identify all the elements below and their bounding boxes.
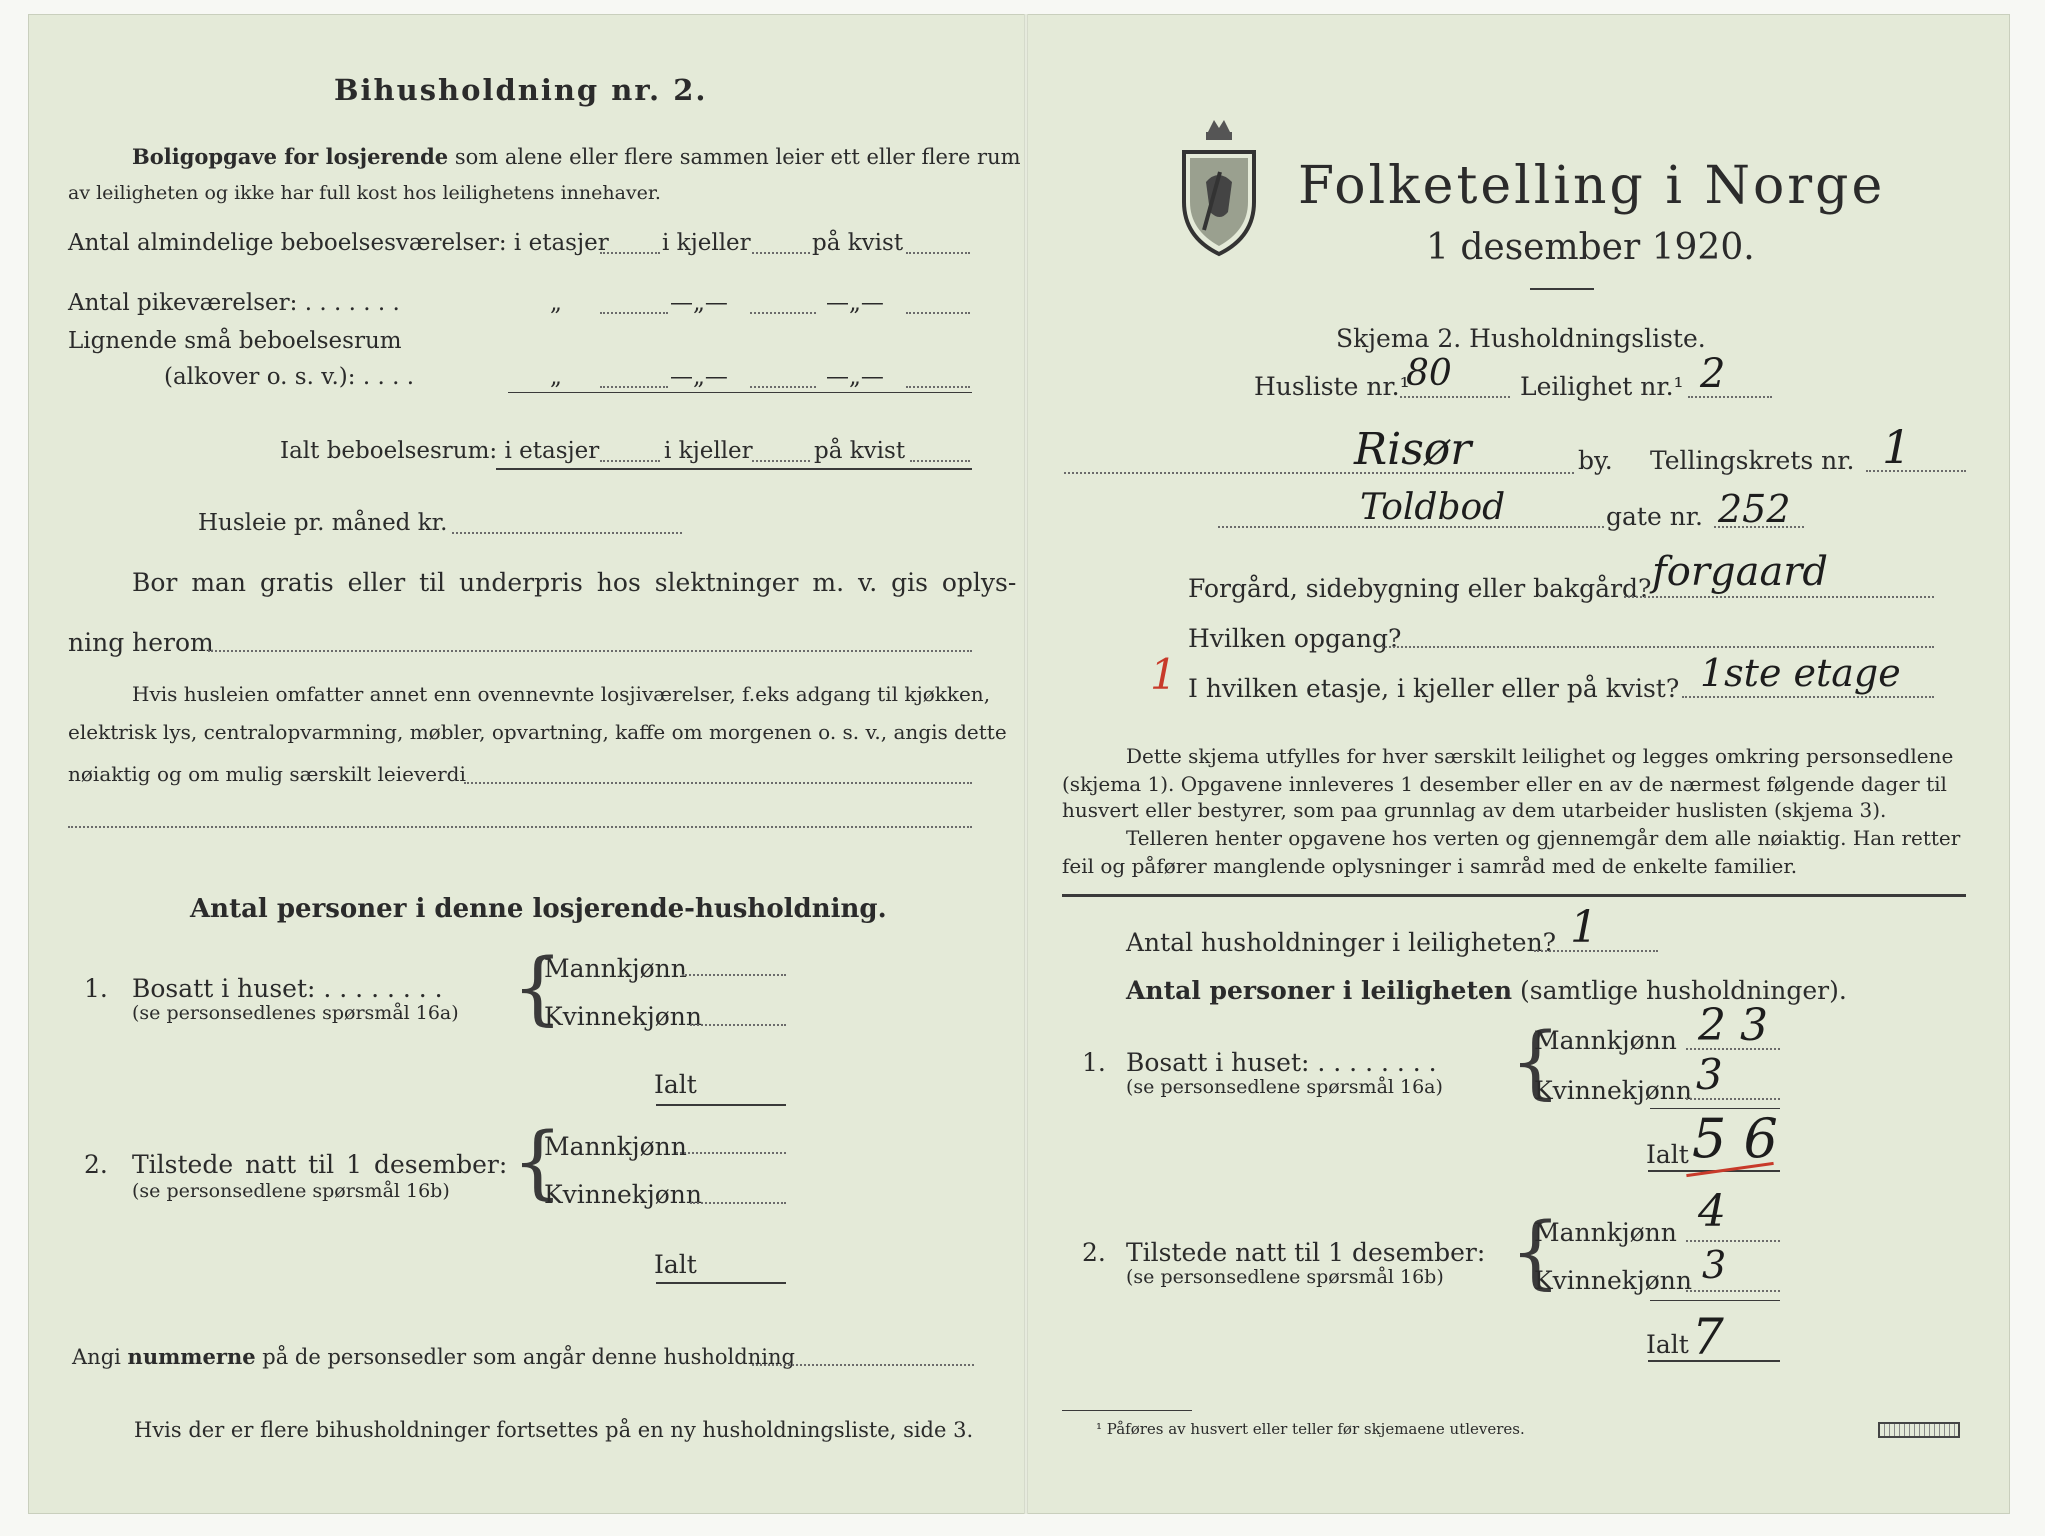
angi-field[interactable] [752,1364,974,1366]
husliste-label: Husliste nr.¹ [1254,372,1410,401]
info-line4: Telleren henter opgavene hos verten og gjennemgår dem alle nøiaktig. Han retter [1126,826,1961,850]
info-line2: (skjema 1). Opgavene innleveres 1 desember eller en av de nærmest følgende dager til [1062,772,1947,796]
row3-kjeller-field[interactable] [750,386,816,388]
row2-ditto: „ [550,290,562,316]
ialt-kvist-field[interactable] [910,460,970,462]
right-q2-kvinne: Kvinnekjønn [1534,1266,1692,1295]
left-antal-heading: Antal personer i denne losjerende-husholdning. [190,894,887,924]
right-q2-ialt-value: 7 [1692,1308,1724,1366]
leilighet-label: Leilighet nr.¹ [1520,372,1684,401]
row1-label: Antal almindelige beboelsesværelser: i etasjer [68,230,609,256]
right-q1-ialt-value: 5 6 [1692,1107,1778,1170]
husliste-field[interactable] [1400,396,1510,398]
info-line1: Dette skjema utfylles for hver særskilt leilighet og legges omkring personsedlene [1126,744,1954,768]
row1-kvist-label: på kvist [812,230,904,256]
title-rule [1530,288,1594,290]
row3-etasjer-field[interactable] [600,386,668,388]
right-q2-mann-field[interactable] [1686,1240,1780,1242]
intro-bold: Boligopgave for losjerende [132,144,449,169]
row3-ditto3: —„— [826,364,884,390]
etasje-field[interactable] [1682,696,1934,698]
hvis-line2: elektrisk lys, centralopvarmning, møbler, opvartning, kaffe om morgenen o. s. v., angis dette [68,720,1007,744]
left-q1-num: 1. [84,974,108,1003]
row1-kvist-field[interactable] [906,252,970,254]
row2-label: Antal pikeværelser: . . . . . . . [68,290,400,316]
left-q1-kvinne: Kvinnekjønn [544,1002,702,1031]
norway-coat-of-arms-icon [1176,112,1262,262]
gate-label: gate nr. [1606,502,1703,531]
krets-label: Tellingskrets nr. [1650,446,1855,475]
hush-value: 1 [1570,902,1598,953]
husliste-value: 80 [1406,353,1452,394]
left-q2-mann: Mannkjønn [544,1132,687,1161]
hvis-field-2[interactable] [68,826,972,828]
left-q1-ialt: Ialt [654,1070,697,1099]
husleie-field[interactable] [452,532,682,534]
left-q2-kvinne: Kvinnekjønn [544,1180,702,1209]
row3-kvist-field[interactable] [906,386,970,388]
left-q1-ialt-field[interactable] [656,1104,786,1106]
right-q1-sub: (se personsedlene spørsmål 16a) [1126,1076,1443,1098]
angi-pre: Angi [72,1345,121,1369]
left-q1-mann-field[interactable] [682,974,786,976]
ialt-rule [496,468,972,470]
left-q1-kvinne-field[interactable] [690,1024,786,1026]
right-q2-label: Tilstede natt til 1 desember: [1126,1238,1486,1267]
right-q1-kvinne: Kvinnekjønn [1534,1076,1692,1105]
right-title: Folketelling i Norge [1298,156,1886,216]
hvis-field[interactable] [464,782,972,784]
hvis-line1: Hvis husleien omfatter annet enn ovennevnte losjiværelser, f.eks adgang til kjøkken, [132,682,991,706]
bor-line1: Bor man gratis eller til underpris hos slektninger m. v. gis oplys- [132,568,1017,597]
krets-field[interactable] [1866,470,1966,472]
row1-etasjer-field[interactable] [600,252,660,254]
krets-value: 1 [1882,420,1912,474]
row2-kvist-field[interactable] [906,312,970,314]
hush-label: Antal husholdninger i leiligheten? [1126,928,1557,957]
row3-rule [508,392,972,393]
right-antal-heading-rest: (samtlige husholdninger). [1520,976,1847,1005]
row3-sub: (alkover o. s. v.): . . . . [164,364,415,390]
right-q2-brace: { [1510,1205,1561,1298]
left-q2-brace: { [512,1115,563,1208]
row1-kjeller-label: i kjeller [662,230,751,256]
left-q2-label: Tilstede natt til 1 desember: [132,1150,508,1179]
row2-ditto3: —„— [826,290,884,316]
info-line5: feil og påfører manglende oplysninger i samråd med de enkelte familier. [1062,854,1798,878]
left-q1-sub: (se personsedlenes spørsmål 16a) [132,1002,459,1024]
right-q1-mann-value: 2 3 [1698,1000,1768,1051]
right-date: 1 desember 1920. [1426,227,1755,268]
row2-kjeller-field[interactable] [750,312,816,314]
etasje-value: 1ste etage [1700,651,1901,695]
right-q2-kvinne-field[interactable] [1686,1290,1780,1292]
row2-etasjer-field[interactable] [600,312,668,314]
hvis-line3: nøiaktig og om mulig særskilt leieverdi [68,762,466,786]
by-label: by. [1578,446,1613,475]
left-q1-label: Bosatt i huset: . . . . . . . . [132,974,443,1003]
forgard-label: Forgård, sidebygning eller bakgård? [1188,574,1652,603]
left-q1-brace: { [512,941,563,1034]
left-q2-sub: (se personsedlene spørsmål 16b) [132,1180,450,1202]
ialt-etasjer-field[interactable] [600,460,660,462]
right-q1-num: 1. [1082,1048,1106,1077]
page-fold [1024,14,1028,1514]
left-q2-kvinne-field[interactable] [690,1202,786,1204]
gate-nr-value: 252 [1718,487,1791,531]
right-q1-mann: Mannkjønn [1534,1026,1677,1055]
ialt-label: Ialt beboelsesrum: i etasjer [280,438,600,464]
left-q1-mann: Mannkjønn [544,954,687,983]
bor-line2: ning herom [68,628,214,657]
row3-label: Lignende små beboelsesrum [68,328,402,354]
info-rule [1062,894,1966,897]
etasje-label: I hvilken etasje, i kjeller eller på kvist? [1188,674,1680,703]
right-q2-num: 2. [1082,1238,1106,1267]
left-footer: Hvis der er flere bihusholdninger fortsettes på en ny husholdningsliste, side 3. [134,1418,974,1442]
leilighet-value: 2 [1700,351,1726,397]
row2-ditto2: —„— [670,290,728,316]
right-q2-mann: Mannkjønn [1534,1218,1677,1247]
left-q2-mann-field[interactable] [676,1152,786,1154]
skjema: Skjema 2. Husholdningsliste. [1336,324,1706,353]
row3-ditto2: —„— [670,364,728,390]
right-q1-brace: { [1510,1015,1561,1108]
right-q2-mann-value: 4 [1698,1186,1726,1237]
opgang-label: Hvilken opgang? [1188,624,1402,653]
husleie-label: Husleie pr. måned kr. [198,510,448,536]
right-q2-kvinne-value: 3 [1702,1243,1727,1287]
left-q2-ialt-field[interactable] [656,1282,786,1284]
gate-value: Toldbod [1360,487,1506,528]
row3-ditto: „ [550,364,562,390]
forgard-field[interactable] [1624,596,1934,598]
left-q2-num: 2. [84,1150,108,1179]
right-q1-kvinne-value: 3 [1696,1050,1723,1099]
right-antal-heading-bold: Antal personer i leiligheten [1126,976,1513,1005]
bor-field[interactable] [208,650,972,652]
ialt-kjeller-label: i kjeller [664,438,753,464]
intro-rest: som alene eller flere sammen leier ett eller flere rum [454,145,1021,169]
by-field[interactable] [1064,472,1574,474]
left-q2-ialt: Ialt [654,1250,697,1279]
angi-bold: nummerne [127,1344,256,1369]
forgard-value: forgaard [1652,549,1829,595]
printer-stamp [1878,1422,1960,1438]
row1-kjeller-field[interactable] [752,252,810,254]
right-q1-label: Bosatt i huset: . . . . . . . . [1126,1048,1437,1077]
footnote-rule [1062,1410,1192,1411]
etasje-red-marker: 1 [1150,650,1177,699]
right-q1-ialt: Ialt [1646,1140,1689,1169]
by-value: Risør [1354,424,1472,475]
info-line3: husvert eller bestyrer, som paa grunnlag av dem utarbeider huslisten (skjema 3). [1062,798,1887,822]
intro-line2: av leiligheten og ikke har full kost hos leilighetens innehaver. [68,182,661,204]
right-q2-sub: (se personsedlene spørsmål 16b) [1126,1266,1444,1288]
right-q2-sum-rule [1650,1300,1780,1301]
right-footnote: ¹ Påføres av husvert eller teller før skjemaene utleveres. [1096,1420,1525,1438]
angi-rest: på de personsedler som angår denne husholdning [262,1345,795,1369]
ialt-kjeller-field[interactable] [752,460,810,462]
right-q2-ialt: Ialt [1646,1330,1689,1359]
left-title: Bihusholdning nr. 2. [334,73,708,107]
ialt-kvist-label: på kvist [814,438,906,464]
opgang-field[interactable] [1382,646,1934,648]
